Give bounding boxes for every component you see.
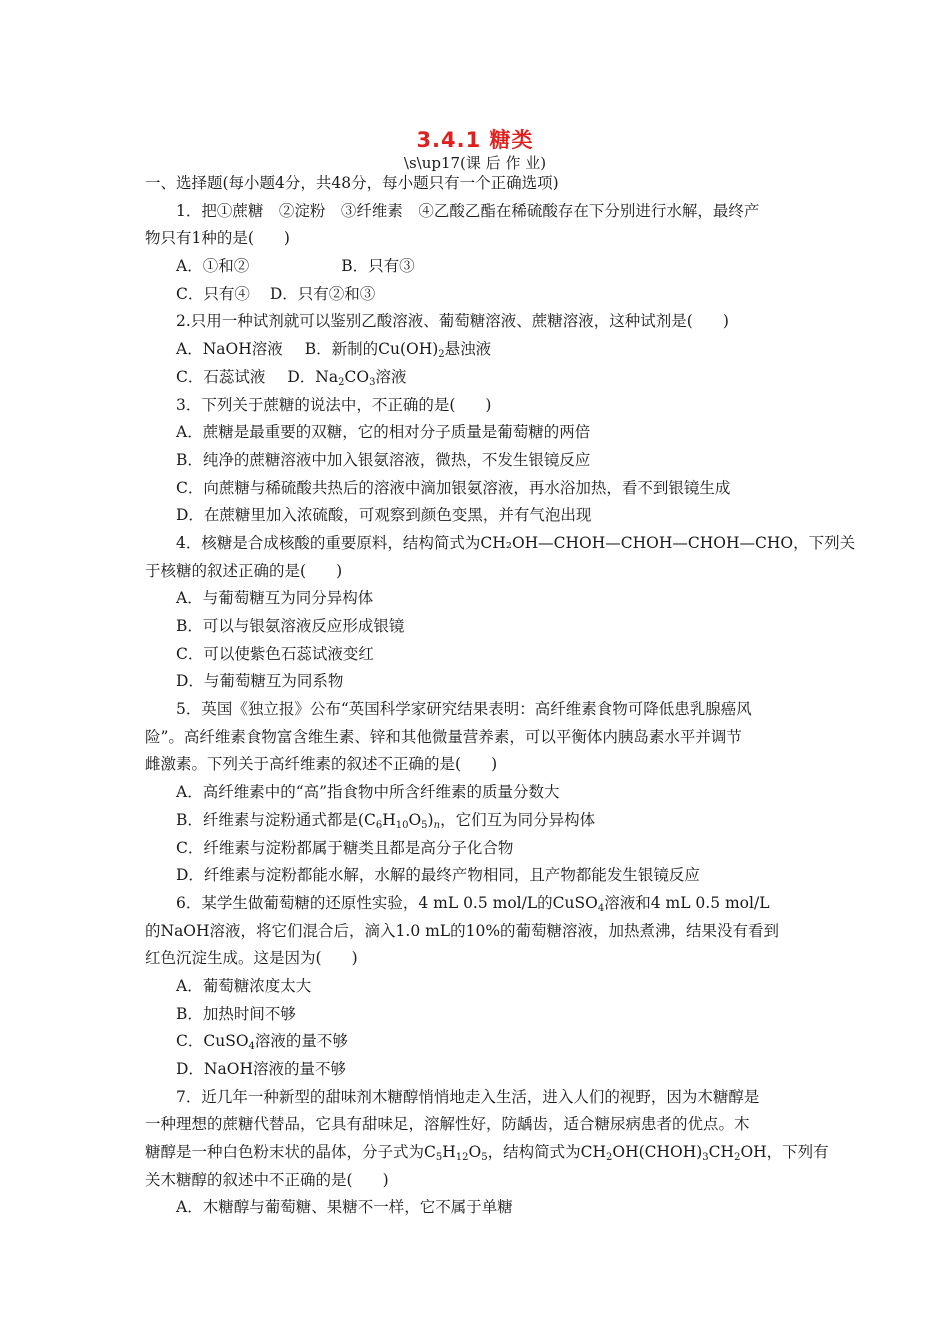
q2-option-b: B．新制的$Cu(OH)_2$悬浊液 [304, 340, 492, 361]
q3-stem: 3．下列关于蔗糖的说法中，不正确的是( ) [176, 395, 492, 414]
q2-option-d: D．$Na_2CO_3$溶液 [287, 367, 407, 388]
section-heading: 一、选择题(每小题4分，共48分，每小题只有一个正确选项) [145, 174, 559, 192]
q3-option-a: A．蔗糖是最重要的双糖，它的相对分子质量是葡萄糖的两倍 [176, 423, 591, 442]
question-list [145, 170, 856, 1222]
q5-stem-line-1: 5．英国《独立报》公布“英国科学家研究结果表明：高纤维素食物可降低患乳腺癌风 [176, 700, 752, 719]
q6-option-a: A．葡萄糖浓度太大 [176, 976, 312, 995]
q7-stem-line-2: 一种理想的蔗糖代替品，它具有甜味足，溶解性好，防龋齿，适合糖尿病患者的优点。木 [145, 1115, 750, 1134]
q5-stem-line-2: 险”。高纤维素食物富含维生素、锌和其他微量营养素，可以平衡体内胰岛素水平并调节 [145, 727, 742, 746]
q5-option-b: B．纤维素与淀粉通式都是$(C_6H_{10}O_5)_n$，它们互为同分异构体 [176, 810, 596, 831]
q4-option-c: C．可以使紫色石蕊试液变红 [176, 644, 374, 663]
q4-option-b: B．可以与银氨溶液反应形成银镜 [176, 617, 405, 635]
q1-option-c: C．只有④ [176, 284, 250, 303]
q2-options-ab [145, 336, 810, 364]
q7-stem-line-4: 关木糖醇的叙述中不正确的是( ) [145, 1170, 389, 1189]
q6-stem-line-3: 红色沉淀生成。这是因为( ) [145, 949, 358, 968]
q6-stem-line-2: 的NaOH溶液，将它们混合后，滴入1.0 mL的10%的葡萄糖溶液，加热煮沸，结果没有看到 [145, 921, 780, 940]
q6-option-d: D．NaOH溶液的量不够 [176, 1060, 346, 1078]
q1-stem-line-2: 物只有1种的是( ) [145, 229, 290, 248]
page-title: 3.4.1 糖类 [416, 128, 534, 152]
q2-stem: 2.只用一种试剂就可以鉴别乙酸溶液、葡萄糖溶液、蔗糖溶液，这种试剂是( ) [176, 312, 729, 331]
q2-option-a: A．NaOH溶液 [176, 340, 283, 359]
q1-options-cd [145, 281, 810, 309]
q5-stem-line-3: 雌激素。下列关于高纤维素的叙述不正确的是( ) [145, 755, 498, 774]
q7-option-a: A．木糖醇与葡萄糖、果糖不一样，它不属于单糖 [176, 1198, 513, 1217]
page-subtitle: \s\up17(课 后 作 业) [403, 154, 547, 172]
q3-option-b: B．纯净的蔗糖溶液中加入银氨溶液，微热，不发生银镜反应 [176, 450, 591, 469]
q3-option-c: C．向蔗糖与稀硫酸共热后的溶液中滴加银氨溶液，再水浴加热，看不到银镜生成 [176, 478, 731, 497]
q2-options-cd [145, 364, 810, 392]
q6-option-c: C．CuSO$_4$溶液的量不够 [176, 1032, 348, 1053]
q3-option-d: D．在蔗糖里加入浓硫酸，可观察到颜色变黑，并有气泡出现 [176, 506, 592, 525]
q1-stem-line-1: 1．把①蔗糖 ②淀粉 ③纤维素 ④乙酸乙酯在稀硫酸存在下分别进行水解，最终产 [176, 201, 760, 220]
q4-option-d: D．与葡萄糖互为同系物 [176, 672, 344, 691]
q7-stem-line-3: 糖醇是一种白色粉末状的晶体，分子式为$C_5H_{12}O_5$，结构简式为$CH_2OH(CHOH)_3CH_2OH$，下列有 [145, 1143, 829, 1164]
q4-stem-line-2: 于核糖的叙述正确的是( ) [145, 561, 343, 580]
q5-option-a: A．高纤维素中的“高”指食物中所含纤维素的质量分数大 [176, 783, 560, 802]
q6-stem-line-1: 6．某学生做葡萄糖的还原性实验，4 mL 0.5 mol/L的CuSO$_4$溶液和4 mL 0.5 mol/L [176, 893, 770, 914]
q7-stem-line-1: 7．近几年一种新型的甜味剂木糖醇悄悄地走入生活，进入人们的视野，因为木糖醇是 [176, 1087, 760, 1106]
q6-option-b: B．加热时间不够 [176, 1004, 296, 1023]
q5-option-c: C．纤维素与淀粉都属于糖类且都是高分子化合物 [176, 838, 514, 857]
q4-stem-line-1: 4．核糖是合成核酸的重要原料，结构简式为CH₂OH—CHOH—CHOH—CHOH—CHO，下列关 [176, 533, 856, 552]
q4-option-a: A．与葡萄糖互为同分异构体 [176, 589, 374, 608]
q1-option-a: A．①和② [176, 257, 250, 276]
q5-option-d: D．纤维素与淀粉都能水解，水解的最终产物相同，且产物都能发生银镜反应 [176, 866, 700, 885]
q1-options-ab [145, 253, 810, 281]
q1-option-b: B．只有③ [341, 257, 415, 276]
q2-option-c: C．石蕊试液 [176, 367, 266, 386]
q1-option-d: D．只有②和③ [269, 284, 376, 303]
